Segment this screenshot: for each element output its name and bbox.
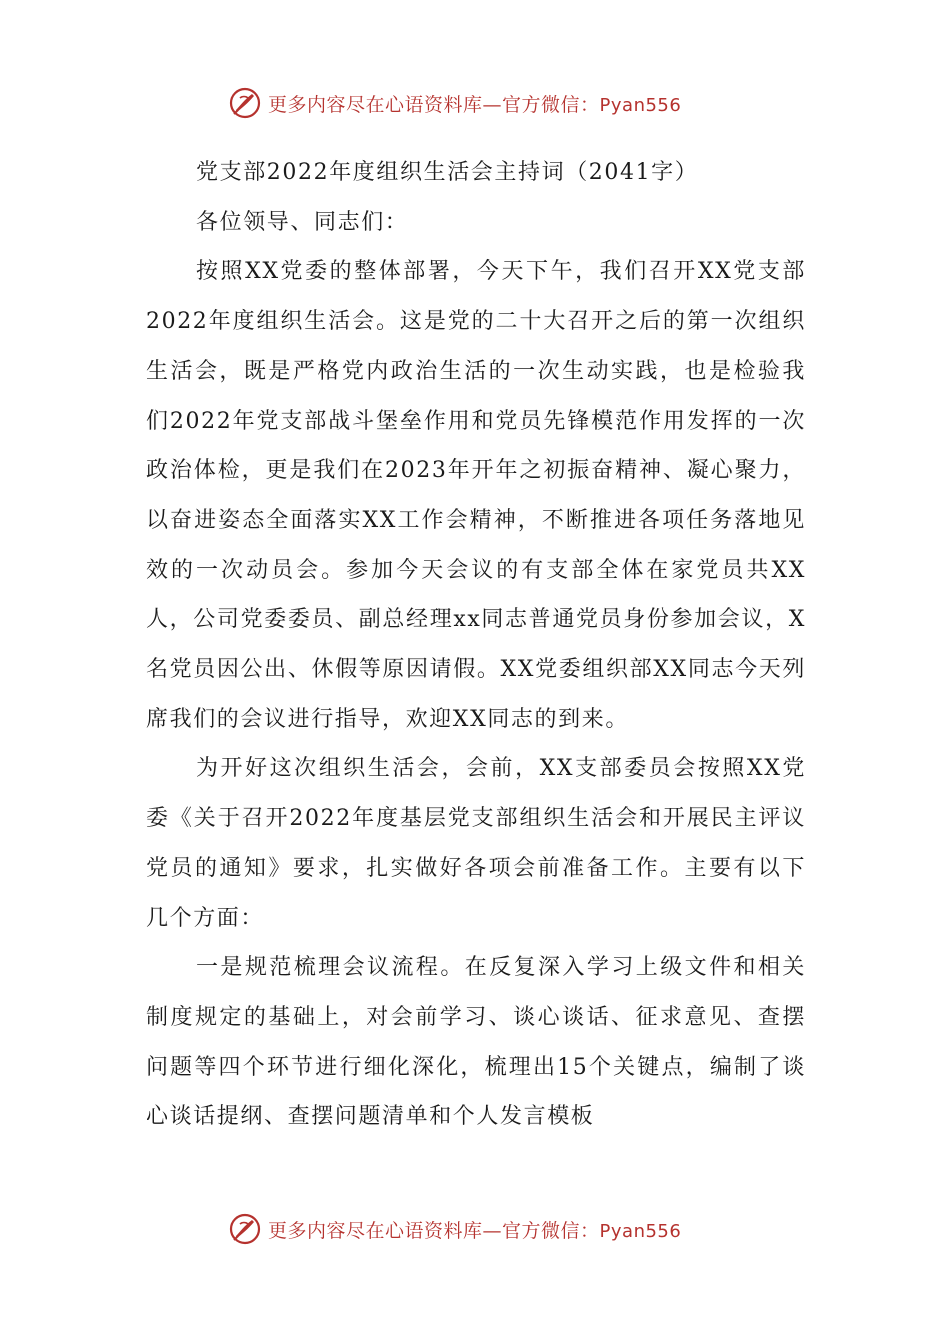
paragraph: 按照XX党委的整体部署，今天下午，我们召开XX党支部2022年度组织生活会。这是党的二十大召开之后的第一次组织生活会，既是严格党内政治生活的一次生动实践，也是检验我们2022年党支部战斗堡垒作用和党员先锋模范作用发挥的一次政治体检，更是我们在2023年开年之初振奋精神、凝心聚力，以奋进姿态全面落实XX工作会精神，不断推进各项任务落地见效的一次动员会。参加今天会议的有支部全体在家党员共XX人，公司党委委员、副总经理xx同志普通党员身份参加会议，X名党员因公出、休假等原因请假。XX党委组织部XX同志今天列席我们的会议进行指导，欢迎XX同志的到来。	[146, 259, 806, 732]
pen-logo-icon	[228, 86, 262, 120]
paragraph: 一是规范梳理会议流程。在反复深入学习上级文件和相关制度规定的基础上，对会前学习、谈心谈话、征求意见、查摆问题等四个环节进行细化深化，梳理出15个关键点，编制了谈心谈话提纲、查摆问题清单和个人发言模板	[146, 955, 806, 1130]
watermark-text: 更多内容尽在心语资料库—官方微信：Pyan556	[268, 93, 682, 116]
paragraph: 为开好这次组织生活会，会前，XX支部委员会按照XX党委《关于召开2022年度基层党支部组织生活会和开展民主评议党员的通知》要求，扎实做好各项会前准备工作。主要有以下几个方面：	[146, 756, 806, 931]
document-title: 党支部2022年度组织生活会主持词（2041字）	[196, 160, 699, 185]
watermark-text: 更多内容尽在心语资料库—官方微信：Pyan556	[268, 1219, 682, 1242]
greeting: 各位领导、同志们：	[196, 209, 409, 235]
document-body	[146, 148, 806, 1142]
watermark-footer	[228, 1212, 728, 1246]
watermark-header	[228, 86, 728, 120]
pen-logo-icon	[228, 1212, 262, 1246]
